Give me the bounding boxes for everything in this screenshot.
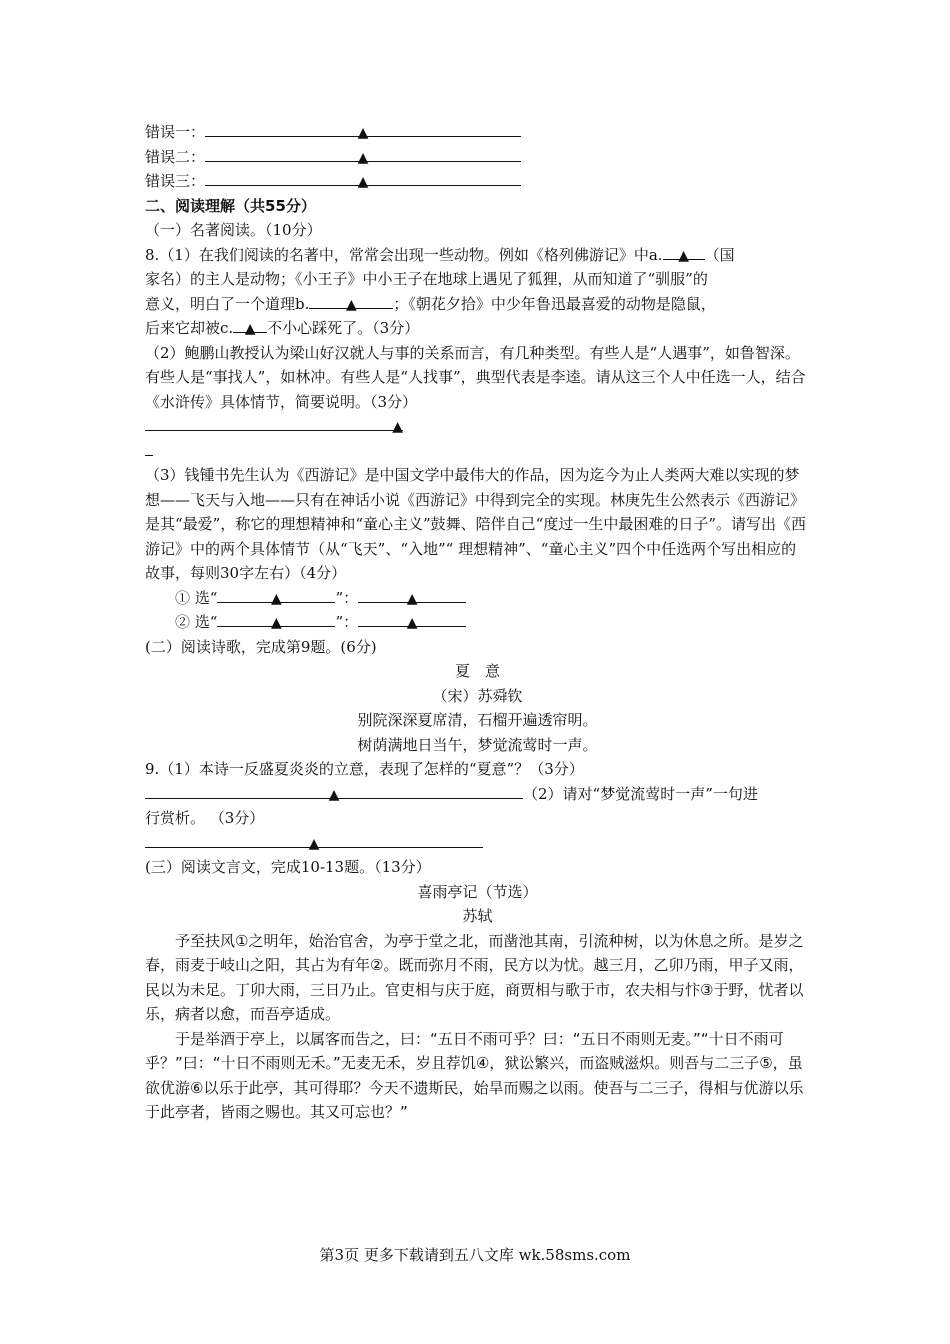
question-8-3: （3）钱锺书先生认为《西游记》是中国文学中最伟大的作品，因为迄今为止人类两大难以实现的梦想——飞天与入地——只有在神话小说《西游记》中得到完全的实现。林庚先生公然表示《西游记》是其“最爱”，称它的理想精神和“童心主义”鼓舞、陪伴自己“度过一生中最困难的日子”。请写出《西游记》中的两个具体情节（从“飞天”、“入地”“ 理想精神”、“童心主义”四个中任选两个写出相应的故事，每则30字左右）（4分）	[145, 466, 807, 582]
essay-author: 苏轼	[462, 907, 493, 925]
answer-blank[interactable]	[145, 831, 483, 852]
choice-line-1: ① 选“ ▲ ”： ▲	[145, 586, 810, 611]
triangle-marker-icon: ▲	[271, 590, 282, 607]
essay-paragraph: 于是举酒于亭上，以属客而告之，曰：“五日不雨可乎？曰：“五日不雨则无麦。”“十日不雨可乎？”曰：“十日不雨则无禾。”无麦无禾，岁且荐饥④，狱讼繁兴，而盗贼滋炽。则吾与二三子⑤，虽欲优游⑥以乐于此亭，其可得耶？今天不遗斯民，始旱而赐之以雨。使吾与二三子，得相与优游以乐于此亭者，皆雨之赐也。其又可忘也？”	[145, 1029, 804, 1121]
answer-stub	[145, 439, 810, 464]
page-footer: 第3页 更多下载请到五八文库 wk.58sms.com	[319, 1246, 631, 1264]
answer-blank[interactable]	[358, 586, 466, 607]
poem-line: 树荫满地日当午，梦觉流莺时一声。	[357, 735, 598, 754]
triangle-marker-icon: ▲	[328, 786, 340, 803]
answer-line	[145, 831, 810, 856]
exam-page: 错误一： ▲ 错误二： ▲ 错误三： ▲ 二、阅读理解（共55分） （一）名著阅读。（10分） 8.（1）在我们阅读的名著中，常常会出现一些动物。例如《格列佛游记》中a. ▲ （国 家名）的主人是动物；《小王子》中小王子在地球上遇见了狐狸，从而知道了“驯服”的 意义，明白了一个道理b. ▲ ；《朝花夕拾》中少年鲁迅最喜爱的动物是隐鼠， 后来它却被c. ▲ 不小心踩死了。（3分） （2）鲍鹏山教授认为梁山好汉就人与事的关系而言，有几种类型。有些人是“人遇事”，如鲁智深。有些人是“事找人”，如林冲。有些人是“人找事”，典型代表是李逵。请从这三个人中任选一人，结合《水浒传》具体情节，简要说明。（3分） ▲ （3）钱锺书先生认为《西游记》是中国文学中最伟大的作品，因为迄今为止人类两大难以实现的梦想——飞天与入地——只有在神话小说《西游记》中得到完全的实现。林庚先生公然表示《西游记》是其“最爱”，称它的理想精神和“童心主义”鼓舞、陪伴自己“度过一生中最困难的日子”。请写出《西游记》中的两个具体情节（从“飞天”、“入地”“ 理想精神”、“童心主义”四个中任选两个写出相应的故事，每则30字左右）（4分） ① 选“ ▲ ”： ▲ ② 选“ ▲ ”： ▲ (二）阅读诗歌，完成第9题。(6分) 夏 意 （宋）苏舜钦 别院深深夏席清，石榴开遍透帘明。 树荫满地日当午，梦觉流莺时一声。 9.（1）本诗一反盛夏炎炎的立意，表现了怎样的“夏意”？（3分） ▲ （2）请对“梦觉流莺时一声”一句进 行赏析。 （3分） ▲ (三）阅读文言文，完成10-13题。（13分） 喜雨亭记（节选） 苏轼 予至扶风①之明年，始治官舍，为亭于堂之北，而凿池其南，引流种树，以为休息之所。是岁之春，雨麦于岐山之阳，其占为有年②。既而弥月不雨，民方以为忧。越三月，乙卯乃雨，甲子又雨，民以为未足。丁卯大雨，三日乃止。官吏相与庆于庭，商贾相与歌于市，农夫相与忭③于野，忧者以乐，病者以愈，而吾亭适成。 于是举酒于亭上，以属客而告之，曰：“五日不雨可乎？曰：“五日不雨则无麦。”“十日不雨可乎？”曰：“十日不雨则无禾。”无麦无禾，岁且荐饥④，狱讼繁兴，而盗贼滋炽。则吾与二三子⑤，虽欲优游⑥以乐于此亭，其可得耶？今天不遗斯民，始旱而赐之以雨。使吾与二三子，得相与优游以乐于此亭者，皆雨之赐也。其又可忘也？”	[145, 120, 810, 1125]
triangle-marker-icon: ▲	[357, 125, 369, 141]
triangle-marker-icon: ▲	[244, 321, 256, 337]
triangle-marker-icon: ▲	[392, 419, 403, 435]
answer-blank[interactable]	[145, 414, 403, 435]
error-line-1: 错误一： ▲	[145, 120, 810, 145]
answer-blank[interactable]	[358, 610, 466, 631]
triangle-marker-icon: ▲	[678, 247, 689, 264]
answer-blank-c[interactable]	[233, 316, 267, 337]
error-line-3: 错误三： ▲	[145, 169, 810, 194]
section-title: 二、阅读理解（共55分）	[145, 196, 316, 215]
part-heading: (二）阅读诗歌，完成第9题。(6分)	[145, 637, 377, 656]
answer-blank[interactable]	[145, 782, 523, 803]
answer-blank[interactable]	[205, 120, 521, 141]
poem-author: （宋）苏舜钦	[432, 686, 523, 705]
answer-blank[interactable]	[205, 169, 521, 190]
answer-blank-a[interactable]	[663, 243, 705, 264]
choice-line-2: ② 选“ ▲ ”： ▲	[145, 610, 810, 635]
triangle-marker-icon: ▲	[308, 835, 320, 852]
part-heading: （一）名著阅读。（10分）	[145, 221, 322, 239]
triangle-marker-icon: ▲	[406, 590, 418, 607]
question-8-2: （2）鲍鹏山教授认为梁山好汉就人与事的关系而言，有几种类型。有些人是“人遇事”，如鲁智深。有些人是“事找人”，如林冲。有些人是“人找事”，典型代表是李逵。请从这三个人中任选一人，结合《水浒传》具体情节，简要说明。（3分）	[145, 343, 806, 411]
question-8-1: 8.（1）在我们阅读的名著中，常常会出现一些动物。例如《格列佛游记》中a. ▲ （国	[145, 243, 810, 268]
essay-paragraph: 予至扶风①之明年，始治官舍，为亭于堂之北，而凿池其南，引流种树，以为休息之所。是岁之春，雨麦于岐山之阳，其占为有年②。既而弥月不雨，民方以为忧。越三月，乙卯乃雨，甲子又雨，民以为未足。丁卯大雨，三日乃止。官吏相与庆于庭，商贾相与歌于市，农夫相与忭③于野，忧者以乐，病者以愈，而吾亭适成。	[145, 931, 804, 1023]
triangle-marker-icon: ▲	[357, 149, 369, 166]
triangle-marker-icon: ▲	[271, 615, 282, 631]
essay-title: 喜雨亭记（节选）	[417, 882, 538, 901]
poem-line: 别院深深夏席清，石榴开遍透帘明。	[357, 711, 598, 729]
answer-line	[145, 414, 810, 439]
answer-blank[interactable]	[217, 610, 335, 631]
question-9-2: ▲ （2）请对“梦觉流莺时一声”一句进	[145, 782, 810, 807]
answer-blank-b[interactable]	[309, 292, 393, 313]
triangle-marker-icon: ▲	[406, 615, 418, 631]
error-line-2: 错误二： ▲	[145, 145, 810, 170]
answer-blank[interactable]	[217, 586, 335, 607]
question-9-1: 9.（1）本诗一反盛夏炎炎的立意，表现了怎样的“夏意”？（3分）	[145, 760, 584, 778]
answer-blank[interactable]	[205, 145, 521, 166]
part-heading: (三）阅读文言文，完成10-13题。（13分）	[145, 858, 431, 876]
triangle-marker-icon: ▲	[345, 296, 357, 313]
poem-title: 夏 意	[454, 662, 500, 680]
triangle-marker-icon: ▲	[357, 174, 369, 190]
